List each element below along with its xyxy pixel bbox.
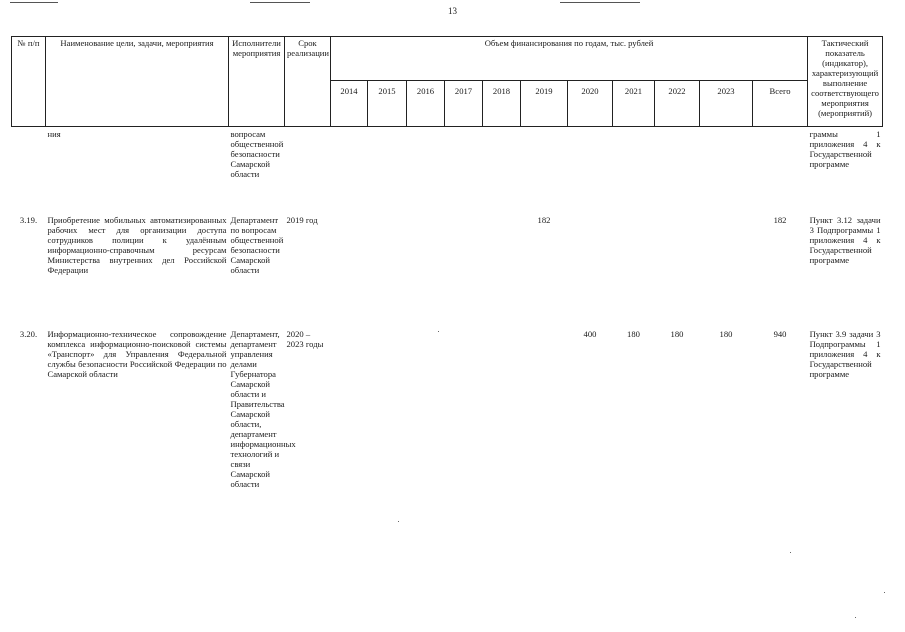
row-value xyxy=(655,213,700,327)
row-total xyxy=(753,127,808,213)
row-num xyxy=(12,127,46,213)
row-value: 182 xyxy=(537,214,551,225)
row-value xyxy=(407,213,445,327)
header-year: 2014 xyxy=(331,81,368,127)
row-indicator: Пункт 3.12 задачи 3 Подпрограммы 1 приложения 4 к Государственной программе xyxy=(809,214,881,265)
row-value xyxy=(368,127,407,213)
row-value xyxy=(331,127,368,213)
table-row xyxy=(12,327,883,587)
row-value xyxy=(445,213,483,327)
scan-speck xyxy=(855,617,856,618)
header-executor: Исполнители мероприятия xyxy=(229,37,285,127)
row-value xyxy=(331,213,368,327)
row-value xyxy=(700,213,753,327)
top-rule-mid xyxy=(250,2,310,3)
header-year: 2017 xyxy=(445,81,483,127)
header-num: № п/п xyxy=(12,37,46,127)
row-value xyxy=(521,327,568,587)
page-number: 13 xyxy=(448,6,457,16)
header-year: 2016 xyxy=(407,81,445,127)
row-executor: вопросам общественной безопасности Самарской области xyxy=(230,129,284,179)
row-value xyxy=(521,127,568,213)
row-name: ния xyxy=(47,129,61,139)
header-year: 2015 xyxy=(368,81,407,127)
row-name: Приобретение мобильных автоматизированных рабочих мест для организации доступа сотрудников полиции к удалённым информационно-справочным ресурсам Министерства внутренних дел Российской Федерации xyxy=(47,214,227,275)
row-value: 180 xyxy=(670,328,684,339)
row-value xyxy=(483,127,521,213)
financing-table xyxy=(11,36,883,587)
header-total: Всего xyxy=(753,81,808,127)
table-row xyxy=(12,213,883,327)
row-value xyxy=(407,327,445,587)
row-num: 3.20. xyxy=(19,328,38,339)
row-name: Информационно-техническое сопровождение комплекса информационно-поисковой системы «Транспорт» для Управления Федеральной службы безопасности Российской Федерации по Самарской области xyxy=(47,328,227,379)
top-rule-right xyxy=(560,2,640,3)
scan-speck xyxy=(884,592,885,593)
row-term: 2019 год xyxy=(286,214,318,225)
scan-speck xyxy=(790,552,791,553)
row-value xyxy=(407,127,445,213)
row-value xyxy=(331,327,368,587)
header-indicator: Тактический показатель (индикатор), характеризующий выполнение соответствующего мероприятия (мероприятий) xyxy=(808,37,883,127)
row-total: 940 xyxy=(773,328,787,339)
header-year: 2021 xyxy=(613,81,655,127)
row-value xyxy=(368,327,407,587)
row-value xyxy=(613,127,655,213)
header-year: 2023 xyxy=(700,81,753,127)
header-year: 2022 xyxy=(655,81,700,127)
header-name: Наименование цели, задачи, мероприятия xyxy=(46,37,229,127)
row-value xyxy=(445,327,483,587)
row-indicator: Пункт 3.9 задачи 3 Подпрограммы 1 приложения 4 к Государственной программе xyxy=(809,328,881,379)
header-financing: Объем финансирования по годам, тыс. рублей xyxy=(331,37,808,81)
row-value xyxy=(368,213,407,327)
header-row xyxy=(12,37,883,81)
row-executor: Департамент по вопросам общественной безопасности Самарской области xyxy=(230,214,284,275)
scan-speck xyxy=(438,331,439,332)
top-rule-left xyxy=(10,2,58,3)
row-value: 400 xyxy=(583,328,597,339)
row-indicator: граммы 1 приложения 4 к Государственной программе xyxy=(809,129,881,169)
row-value xyxy=(700,127,753,213)
row-value xyxy=(445,127,483,213)
row-executor: Департамент, департамент управления делами Губернатора Самарской области и Правительства Самарской области, департамент информационных технологий и связи Самарской области xyxy=(230,328,296,489)
header-year: 2018 xyxy=(483,81,521,127)
row-value: 180 xyxy=(627,328,640,339)
row-value xyxy=(483,327,521,587)
header-year: 2020 xyxy=(568,81,613,127)
row-term: 2020 – 2023 годы xyxy=(286,328,324,349)
table-row xyxy=(12,127,883,213)
row-value: 180 xyxy=(719,328,733,339)
row-value xyxy=(568,213,613,327)
row-value xyxy=(483,213,521,327)
row-total: 182 xyxy=(773,214,787,225)
row-value xyxy=(613,213,655,327)
header-term: Срок реализации xyxy=(285,37,331,127)
row-value xyxy=(655,127,700,213)
row-term xyxy=(285,127,331,213)
scan-speck xyxy=(398,521,399,522)
header-year: 2019 xyxy=(521,81,568,127)
row-value xyxy=(568,127,613,213)
row-num: 3.19. xyxy=(19,214,38,225)
